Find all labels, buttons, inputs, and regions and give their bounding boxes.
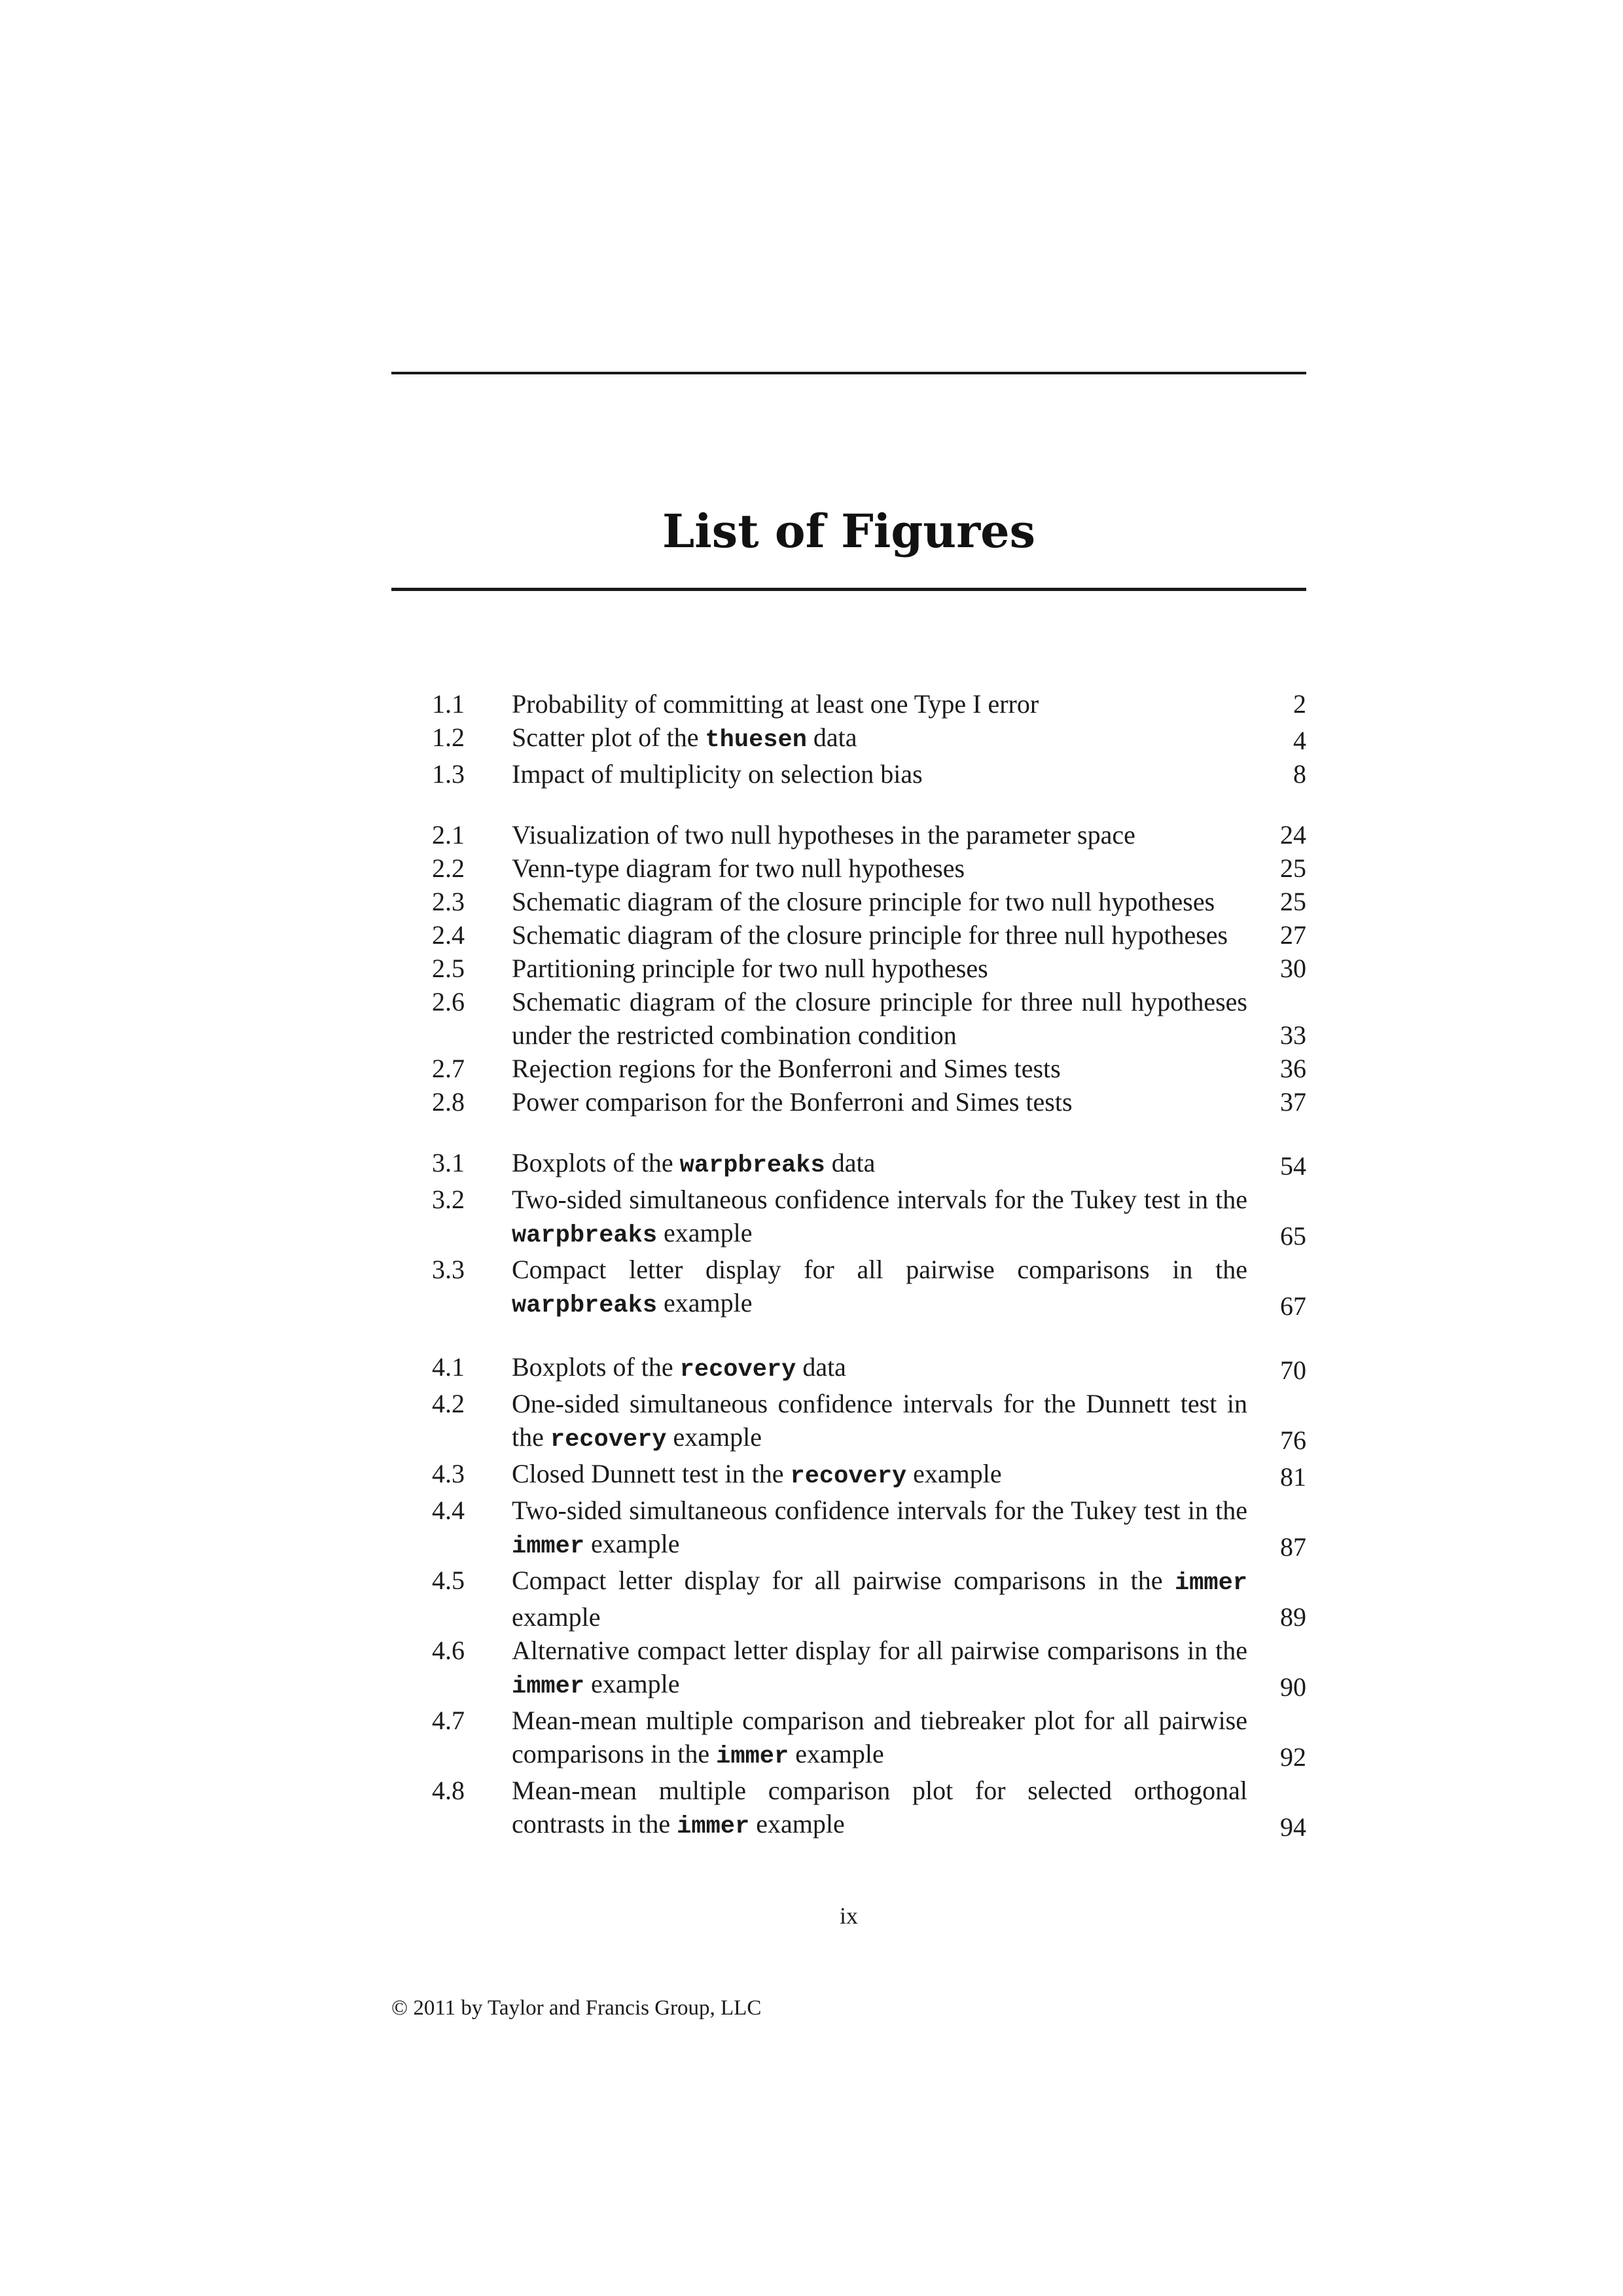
figure-page-number: 36	[1280, 1054, 1306, 1083]
figure-caption	[512, 818, 1247, 852]
figure-caption	[512, 852, 1247, 885]
figure-number: 3.1	[432, 1148, 465, 1177]
dataset-name: immer	[716, 1743, 789, 1770]
figure-number: 2.7	[432, 1054, 465, 1083]
figure-number: 4.6	[432, 1636, 465, 1665]
figure-entry[interactable]	[432, 687, 1306, 721]
caption-text: Compact letter display for all pairwise comparisons in the	[512, 1566, 1175, 1595]
figure-entry[interactable]	[432, 1052, 1306, 1085]
figure-page-number: 70	[1280, 1355, 1306, 1385]
figure-number: 1.1	[432, 689, 465, 719]
caption-text: Impact of multiplicity on selection bias	[512, 759, 923, 789]
figure-entry[interactable]	[432, 918, 1306, 952]
figure-entry[interactable]	[432, 1457, 1306, 1494]
top-rule	[391, 372, 1306, 374]
chapter-group	[432, 1146, 1306, 1323]
figure-entry[interactable]	[432, 1253, 1306, 1323]
figure-caption	[512, 687, 1247, 721]
figure-page-number: 37	[1280, 1087, 1306, 1117]
caption-text: example	[657, 1288, 753, 1318]
figure-number: 1.2	[432, 723, 465, 752]
figure-page-number: 33	[1280, 1020, 1306, 1050]
figure-caption	[512, 985, 1247, 1052]
caption-text: Schematic diagram of the closure principle for three null hypotheses	[512, 920, 1228, 950]
figure-entry[interactable]	[432, 1183, 1306, 1253]
figure-page-number: 4	[1293, 726, 1306, 755]
caption-text: example	[906, 1459, 1002, 1488]
dataset-name: immer	[677, 1813, 750, 1840]
caption-text: Rejection regions for the Bonferroni and Simes tests	[512, 1054, 1061, 1083]
figure-caption	[512, 1146, 1247, 1183]
copyright-notice: © 2011 by Taylor and Francis Group, LLC	[391, 1996, 762, 2020]
dataset-name: immer	[512, 1673, 585, 1700]
figure-caption	[512, 1052, 1247, 1085]
caption-text: Boxplots of the	[512, 1148, 680, 1177]
figure-page-number: 8	[1293, 759, 1306, 789]
figure-number: 4.8	[432, 1776, 465, 1805]
figure-number: 2.3	[432, 887, 465, 916]
caption-text: Schematic diagram of the closure principle for three null hypotheses under the restricted combination condition	[512, 987, 1247, 1050]
chapter-group	[432, 1350, 1306, 1844]
figure-number: 2.4	[432, 920, 465, 950]
caption-text: Partitioning principle for two null hypotheses	[512, 954, 988, 983]
figure-number: 1.3	[432, 759, 465, 789]
caption-text: Alternative compact letter display for all pairwise comparisons in the	[512, 1636, 1247, 1665]
figure-page-number: 25	[1280, 887, 1306, 916]
figure-caption	[512, 1253, 1247, 1323]
figure-number: 4.3	[432, 1459, 465, 1488]
figure-page-number: 2	[1293, 689, 1306, 719]
figure-caption	[512, 757, 1247, 791]
figure-page-number: 76	[1280, 1426, 1306, 1455]
figure-entry[interactable]	[432, 818, 1306, 852]
figure-number: 2.1	[432, 820, 465, 850]
figure-number: 2.6	[432, 987, 465, 1016]
figure-caption	[512, 1457, 1247, 1494]
figure-caption	[512, 1634, 1247, 1704]
dataset-name: warpbreaks	[512, 1222, 658, 1249]
figure-page-number: 92	[1280, 1742, 1306, 1772]
figure-page-number: 30	[1280, 954, 1306, 983]
caption-text: Probability of committing at least one Type I error	[512, 689, 1039, 719]
figure-entry[interactable]	[432, 952, 1306, 985]
dataset-name: thuesen	[705, 726, 807, 754]
figure-number: 3.2	[432, 1185, 465, 1214]
figure-page-number: 54	[1280, 1151, 1306, 1181]
caption-text: data	[796, 1352, 846, 1382]
caption-text: example	[789, 1739, 884, 1768]
caption-text: Scatter plot of the	[512, 723, 705, 752]
caption-text: data	[825, 1148, 876, 1177]
figure-number: 4.2	[432, 1389, 465, 1418]
figure-entry[interactable]	[432, 1350, 1306, 1387]
figure-caption	[512, 1183, 1247, 1253]
figure-entry[interactable]	[432, 1704, 1306, 1774]
figure-page-number: 24	[1280, 820, 1306, 850]
caption-text: data	[806, 723, 857, 752]
figure-caption	[512, 1085, 1247, 1119]
title-rule	[391, 588, 1306, 591]
figure-number: 2.2	[432, 853, 465, 883]
figure-caption	[512, 1704, 1247, 1774]
figure-caption	[512, 918, 1247, 952]
figure-entry[interactable]	[432, 852, 1306, 885]
caption-text: example	[657, 1218, 753, 1247]
caption-text: example	[584, 1669, 680, 1698]
figure-entry[interactable]	[432, 885, 1306, 918]
caption-text: One-sided simultaneous confidence intervals for the Dunnett test in the	[512, 1389, 1247, 1452]
caption-text: Closed Dunnett test in the	[512, 1459, 791, 1488]
list-of-figures	[432, 687, 1306, 1871]
page-title: List of Figures	[662, 504, 1036, 558]
figure-entry[interactable]	[432, 1774, 1306, 1844]
dataset-name: warpbreaks	[679, 1152, 825, 1179]
dataset-name: recovery	[679, 1356, 796, 1384]
figure-number: 2.5	[432, 954, 465, 983]
caption-text: example	[749, 1809, 845, 1839]
figure-caption	[512, 721, 1247, 757]
caption-text: Boxplots of the	[512, 1352, 680, 1382]
figure-caption	[512, 1774, 1247, 1844]
figure-entry[interactable]	[432, 1085, 1306, 1119]
dataset-name: immer	[512, 1533, 585, 1560]
figure-caption	[512, 885, 1247, 918]
figure-entry[interactable]	[432, 721, 1306, 757]
figure-number: 2.8	[432, 1087, 465, 1117]
figure-entry[interactable]	[432, 1564, 1306, 1634]
figure-entry[interactable]	[432, 1387, 1306, 1457]
figure-number: 4.1	[432, 1352, 465, 1382]
figure-page-number: 89	[1280, 1602, 1306, 1632]
figure-page-number: 67	[1280, 1291, 1306, 1321]
figure-caption	[512, 1350, 1247, 1387]
figure-page-number: 94	[1280, 1812, 1306, 1842]
figure-entry[interactable]	[432, 1146, 1306, 1183]
figure-entry[interactable]	[432, 757, 1306, 791]
figure-caption	[512, 1494, 1247, 1564]
figure-page-number: 90	[1280, 1672, 1306, 1702]
dataset-name: recovery	[790, 1463, 907, 1490]
caption-text: Compact letter display for all pairwise comparisons in the	[512, 1255, 1247, 1284]
caption-text: Schematic diagram of the closure principle for two null hypotheses	[512, 887, 1215, 916]
caption-text: Visualization of two null hypotheses in the parameter space	[512, 820, 1135, 850]
caption-text: example	[512, 1602, 601, 1632]
caption-text: Venn-type diagram for two null hypotheses	[512, 853, 965, 883]
figure-caption	[512, 952, 1247, 985]
figure-page-number: 65	[1280, 1221, 1306, 1251]
dataset-name: recovery	[550, 1426, 667, 1454]
figure-page-number: 87	[1280, 1532, 1306, 1562]
figure-page-number: 25	[1280, 853, 1306, 883]
caption-text: Two-sided simultaneous confidence intervals for the Tukey test in the	[512, 1496, 1247, 1525]
figure-page-number: 81	[1280, 1462, 1306, 1492]
caption-text: Two-sided simultaneous confidence intervals for the Tukey test in the	[512, 1185, 1247, 1214]
caption-text: example	[584, 1529, 680, 1558]
figure-entry[interactable]	[432, 1494, 1306, 1564]
caption-text: Power comparison for the Bonferroni and Simes tests	[512, 1087, 1073, 1117]
figure-page-number: 27	[1280, 920, 1306, 950]
caption-text: example	[666, 1422, 762, 1452]
figure-number: 3.3	[432, 1255, 465, 1284]
caption-text: Mean-mean multiple comparison and tiebreaker plot for all pairwise comparisons in the	[512, 1706, 1247, 1768]
figure-caption	[512, 1387, 1247, 1457]
figure-entry[interactable]	[432, 1634, 1306, 1704]
caption-text: Mean-mean multiple comparison plot for selected orthogonal contrasts in the	[512, 1776, 1247, 1839]
page-number: ix	[839, 1903, 858, 1929]
chapter-group	[432, 818, 1306, 1119]
figure-entry[interactable]	[432, 985, 1306, 1052]
figure-number: 4.7	[432, 1706, 465, 1735]
figure-number: 4.4	[432, 1496, 465, 1525]
dataset-name: immer	[1174, 1570, 1247, 1597]
figure-number: 4.5	[432, 1566, 465, 1595]
figure-caption	[512, 1564, 1247, 1634]
dataset-name: warpbreaks	[512, 1292, 658, 1319]
chapter-group	[432, 687, 1306, 791]
